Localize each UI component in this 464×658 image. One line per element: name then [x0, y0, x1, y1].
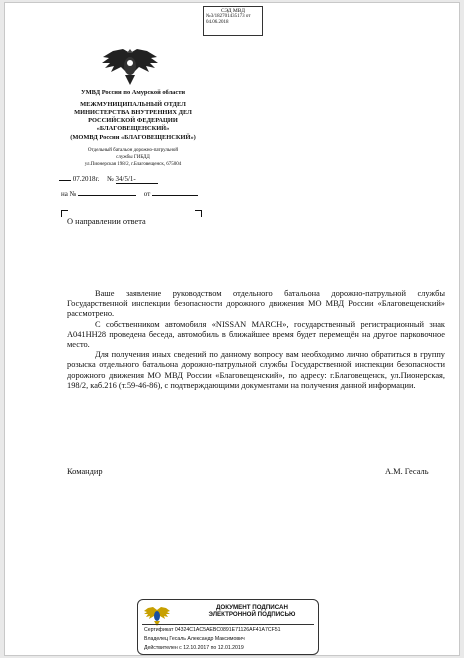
ref-from-label: от — [143, 190, 151, 198]
mvd-emblem-icon — [101, 47, 159, 87]
sender-line-2: МЕЖМУНИЦИПАЛЬНЫЙ ОТДЕЛ — [80, 101, 186, 108]
e-signature-owner: Владелец Гесаль Александр Максимович — [144, 636, 245, 642]
e-signature-validity: Действителен с 12.10.2017 по 12.01.2019 — [144, 645, 244, 651]
sed-stamp-title: СЭД МВД — [220, 8, 246, 14]
reg-date-row — [59, 175, 158, 184]
e-signature-title-2: ЭЛЕКТРОННОЙ ПОДПИСЬЮ — [208, 611, 296, 618]
sender-line-4: РОССИЙСКОЙ ФЕДЕРАЦИИ — [88, 117, 178, 124]
signer-name: А.М. Гесаль — [385, 467, 429, 476]
paragraph-1: Ваше заявление руководством отдельного батальона дорожно-патрульной службы Государственной инспекции безопасности дорожного движения МО МВД России «Благовещенский» рассмотрено. — [67, 289, 445, 319]
sed-stamp-number: №3/182701435173 от — [206, 14, 251, 19]
signer-position: Командир — [67, 467, 103, 476]
e-signature-title — [190, 604, 314, 618]
electronic-signature-stamp — [137, 599, 319, 655]
reg-number-label: № — [107, 175, 114, 183]
subject-bracket-left — [61, 210, 68, 217]
ref-label: на № — [61, 190, 77, 198]
subject-line: О направлении ответа — [67, 217, 146, 226]
e-signature-certificate: Сертификат 04324C1AC5AEBC0891E71126AF41A7CF51 — [144, 627, 281, 633]
document-page — [4, 2, 460, 656]
reg-date: 07.2018г. — [72, 175, 100, 183]
sed-registration-stamp — [203, 6, 263, 36]
paragraph-2: С собственником автомобиля «NISSAN MARCH», государственный регистрационный знак А041НН28 проведена беседа, автомобиль в ближайшее время будет перемещён на другое парковочное место. — [67, 319, 445, 350]
sender-line-5: «БЛАГОВЕЩЕНСКИЙ» — [96, 125, 170, 132]
sed-stamp-date: 04.06.2018 — [206, 20, 229, 25]
sender-address: ул.Пионерская 198/2, г.Благовещенск, 675004 — [84, 162, 182, 167]
emblem-small-icon — [144, 606, 170, 626]
sender-unit-1: Отдельный батальон дорожно-патрульной — [87, 148, 179, 153]
reg-number: 34/5/1- — [116, 175, 158, 184]
sender-ministry: УМВД России по Амурской области — [80, 89, 186, 96]
reference-row — [61, 190, 198, 198]
subject-bracket-right — [195, 210, 202, 217]
e-signature-title-1: ДОКУМЕНТ ПОДПИСАН — [216, 604, 288, 611]
sender-unit-2: службы ГИБДД — [116, 155, 150, 160]
letter-body — [67, 289, 445, 391]
sender-line-6: (МОМВД России «БЛАГОВЕЩЕНСКИЙ») — [70, 134, 196, 141]
sender-line-3: МИНИСТЕРСТВА ВНУТРЕННИХ ДЕЛ — [74, 109, 192, 116]
paragraph-3: Для получения иных сведений по данному вопросу вам необходимо лично обратиться в группу розыска отдельного батальона дорожно-патрульной службы Государственной инспекции безопасности дорожного движения МО МВД России «Благовещенский», по адресу: г.Благовещенск, ул.Пионерская, 198/2, каб.216 (т.59-46-86), с подтверждающими документами на получения данной информации. — [67, 350, 445, 390]
